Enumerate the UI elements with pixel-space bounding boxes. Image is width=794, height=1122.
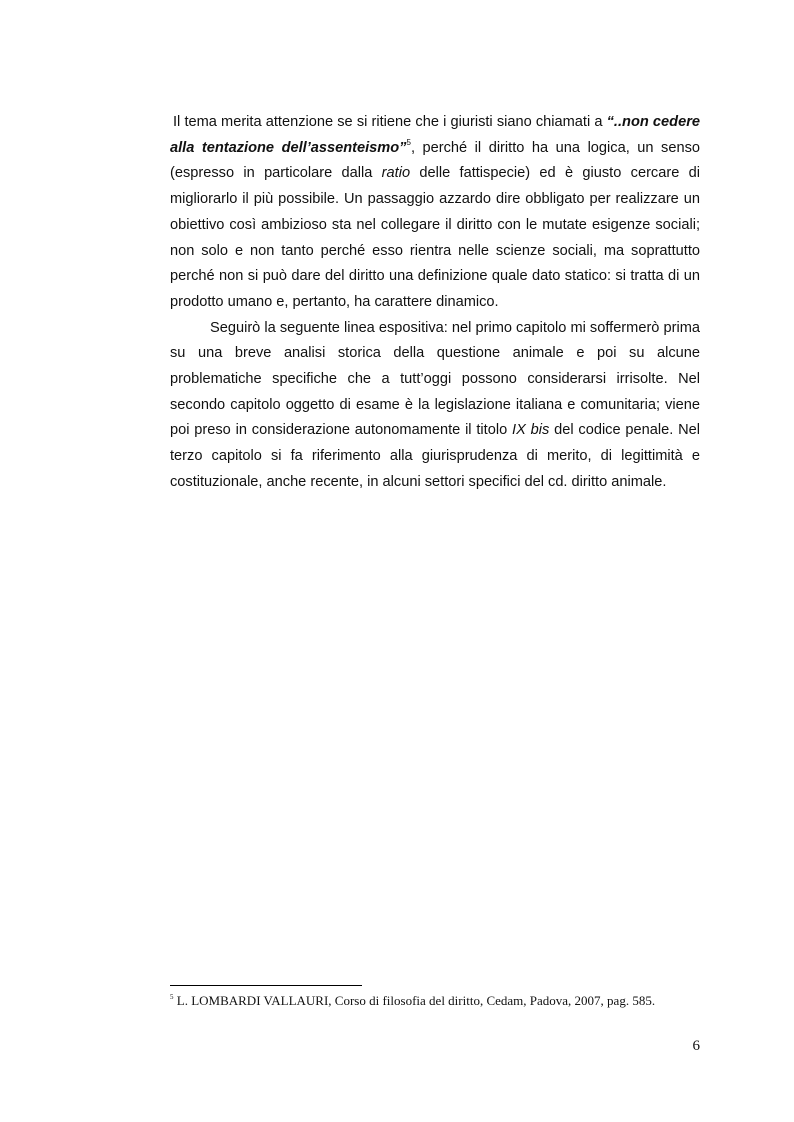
title-reference: IX bis — [512, 422, 550, 439]
paragraph-outline-text-2: del codice penale. Nel terzo capitolo si fa riferimento alla giurisprudenza di merito, di legittimità e costituzionale, anche recente, in alcuni settori specifici del cd. diritto animale. — [170, 422, 701, 490]
body-text — [170, 110, 700, 496]
paragraph-outline — [170, 316, 700, 496]
page-number: 6 — [692, 1038, 700, 1054]
footnote-reference: 5 — [406, 137, 411, 147]
paragraph-intro-text-3: delle fattispecie) ed è giusto cercare di migliorarlo il più possibile. Un passaggio azzardo dire obbligato per realizzare un obiettivo così ambizioso sta nel collegare il diritto con le mutate esigenze sociali; non solo e non tanto perché esso rientra nelle scienze sociali, ma soprattutto perché non si può dare del diritto una definizione quale dato statico: si tratta di un prodotto umano e, pertanto, ha carattere dinamico. — [170, 165, 700, 310]
paragraph-intro — [170, 110, 700, 316]
paragraph-outline-text-1: Seguirò la seguente linea espositiva: nel primo capitolo mi soffermerò prima su una breve analisi storica della questione animale e poi su alcune problematiche specifiche che a tutt’oggi possono considerarsi irrisolte. Nel secondo capitolo oggetto di esame è la legislazione italiana e comunitaria; viene poi preso in considerazione autonomamente il titolo — [170, 319, 700, 439]
paragraph-intro-text-2: , perché il diritto ha una logica, un senso (espresso in particolare dalla — [170, 139, 700, 182]
footnote-divider — [170, 985, 362, 986]
paragraph-intro-text-1: Il tema merita attenzione se si ritiene che i giuristi siano chiamati a — [173, 114, 607, 130]
footnote-number: 5 — [170, 993, 174, 1001]
ratio-term: ratio — [381, 165, 411, 182]
footnote — [170, 992, 730, 1010]
footnote-text: L. LOMBARDI VALLAURI, Corso di filosofia del diritto, Cedam, Padova, 2007, pag. 585. — [173, 993, 656, 1008]
quoted-phrase: “..non cedere alla tentazione dell’assenteismo” — [170, 114, 700, 156]
